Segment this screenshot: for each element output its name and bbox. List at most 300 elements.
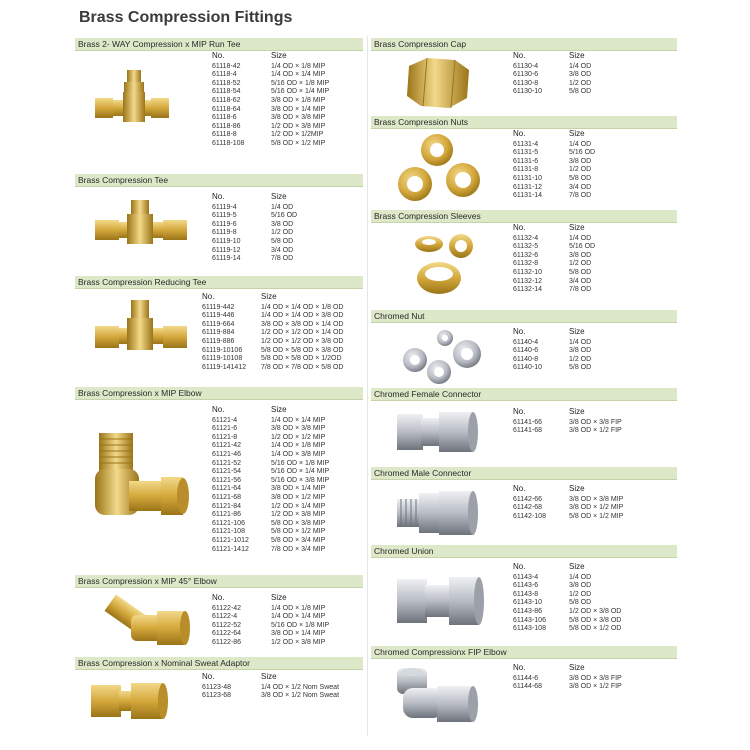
no-header: No. (212, 51, 225, 60)
part-number: 61119-442 (202, 303, 235, 311)
table-row (212, 468, 329, 477)
section-title: Brass Compression Sleeves (371, 210, 677, 223)
run-tee-icon (93, 68, 173, 143)
table-row (202, 338, 343, 347)
spec-table (513, 130, 595, 201)
part-number: 61122-4 (212, 613, 238, 621)
table-row (513, 269, 595, 278)
part-size: 3/8 OD × 1/4 MIP (271, 485, 326, 493)
table-row (212, 520, 329, 529)
part-number: 61119-886 (202, 337, 235, 345)
part-number: 61143-86 (513, 607, 543, 615)
section-nuts (371, 116, 677, 208)
section-title: Chromed Nut (371, 310, 677, 323)
section-fip-elbow (371, 646, 677, 730)
table-row (513, 427, 622, 436)
part-number: 61131-14 (513, 192, 543, 200)
part-size: 5/16 OD (569, 243, 596, 251)
no-header: No. (212, 192, 225, 201)
table-row (202, 329, 343, 338)
part-number: 61118-108 (212, 139, 245, 147)
section-title: Chromed Female Connector (371, 388, 677, 401)
part-size: 1/2 OD (569, 355, 592, 363)
table-row (212, 537, 329, 546)
part-size: 3/8 OD × 3/8 FIP (569, 674, 622, 682)
table-row (212, 630, 329, 639)
column-divider (367, 36, 368, 736)
table-row (513, 158, 595, 167)
part-size: 3/8 OD (569, 251, 592, 259)
table-row (212, 503, 329, 512)
part-size: 7/8 OD (271, 255, 294, 263)
table-row (212, 221, 297, 230)
part-size: 3/8 OD × 1/2 FIP (569, 683, 622, 691)
part-size: 1/4 OD × 1/8 MIP (271, 62, 326, 70)
no-header: No. (202, 672, 215, 681)
spec-table (212, 594, 329, 648)
part-number: 61140-8 (513, 355, 539, 363)
part-size: 1/2 OD × 1/4 MIP (271, 502, 326, 510)
size-header: Size (569, 327, 585, 336)
part-number: 61118-42 (212, 62, 241, 70)
size-header: Size (569, 51, 585, 60)
part-number: 61142-66 (513, 495, 543, 503)
part-size: 3/8 OD × 3/8 MIP (271, 425, 326, 433)
table-row (513, 149, 595, 158)
part-size: 5/8 OD × 5/8 OD × 1/2OD (261, 355, 342, 363)
no-header: No. (513, 223, 526, 232)
part-size: 1/4 OD (271, 203, 294, 211)
part-size: 5/8 OD × 1/2 MIP (271, 139, 326, 147)
part-size: 3/8 OD × 3/8 MIP (569, 495, 624, 503)
part-size: 5/16 OD × 1/4 MIP (271, 468, 330, 476)
part-number: 61130-8 (513, 79, 539, 87)
part-number: 61121-54 (212, 468, 242, 476)
section-title: Brass Compression x MIP 45° Elbow (75, 575, 363, 588)
table-row (513, 141, 595, 150)
part-number: 61132-4 (513, 234, 539, 242)
elbow-45-icon (103, 595, 193, 656)
part-number: 61121-64 (212, 485, 242, 493)
section-title: Brass Compression Cap (371, 38, 677, 51)
table-row (513, 71, 591, 80)
part-size: 5/16 OD × 1/8 MIP (271, 459, 330, 467)
table-row (513, 175, 595, 184)
table-row (513, 496, 623, 505)
part-size: 3/8 OD × 3/8 OD × 1/4 OD (261, 320, 344, 328)
table-row (202, 692, 339, 701)
part-size: 3/4 OD (569, 277, 592, 285)
part-number: 61131-12 (513, 183, 543, 191)
table-row (513, 88, 591, 97)
no-header: No. (513, 663, 526, 672)
table-row (513, 617, 621, 626)
spec-table (202, 673, 339, 701)
table-row (202, 684, 339, 693)
part-size: 5/8 OD × 1/2 MIP (271, 528, 326, 536)
table-row (212, 511, 329, 520)
part-size: 1/2 OD × 3/8 MIP (271, 122, 326, 130)
section-45-elbow (75, 575, 363, 655)
part-size: 5/16 OD (271, 212, 298, 220)
part-number: 61141-66 (513, 418, 543, 426)
part-number: 61130-6 (513, 71, 539, 79)
section-sweat-adaptor (75, 657, 363, 727)
section-run-tee (75, 38, 363, 172)
part-size: 1/4 OD × 1/4 MIP (271, 416, 326, 424)
spec-table (513, 328, 591, 373)
section-chromed-nut (371, 310, 677, 388)
part-size: 1/2 OD (569, 590, 592, 598)
part-number: 61132-5 (513, 243, 539, 251)
table-row (202, 321, 343, 330)
part-size: 5/16 OD × 3/8 MIP (271, 476, 330, 484)
union-icon (395, 571, 485, 636)
part-number: 61144-6 (513, 674, 539, 682)
chrome-nut-icon (401, 328, 485, 391)
table-row (212, 417, 329, 426)
table-row (212, 494, 329, 503)
table-row (513, 599, 621, 608)
tee-icon (93, 198, 189, 257)
part-size: 1/4 OD (569, 140, 592, 148)
part-number: 61118-4 (212, 71, 237, 79)
part-size: 1/4 OD × 1/8 MIP (271, 442, 326, 450)
table-row (202, 304, 343, 313)
section-title: Chromed Compressionx FIP Elbow (371, 646, 677, 659)
part-size: 1/2 OD (569, 260, 592, 268)
part-size: 3/8 OD (569, 71, 592, 79)
section-female-connector (371, 388, 677, 466)
size-header: Size (271, 405, 287, 414)
part-number: 61121-8 (212, 433, 238, 441)
part-number: 61132-10 (513, 268, 543, 276)
table-row (212, 97, 329, 106)
table-row (513, 80, 591, 89)
no-header: No. (212, 405, 225, 414)
size-header: Size (261, 292, 277, 301)
part-number: 61118-64 (212, 105, 241, 113)
part-number: 61131-5 (513, 149, 539, 157)
part-size: 3/8 OD × 1/4 MIP (271, 630, 326, 638)
part-number: 61118-52 (212, 79, 241, 87)
table-row (202, 312, 343, 321)
table-row (212, 528, 329, 537)
nuts-icon (395, 132, 485, 211)
part-number: 61143-4 (513, 573, 539, 581)
part-number: 61121-56 (212, 476, 242, 484)
part-number: 61121-46 (212, 450, 242, 458)
table-row (513, 347, 591, 356)
part-size: 3/8 OD × 1/4 MIP (271, 105, 326, 113)
part-number: 61131-10 (513, 174, 543, 182)
part-size: 5/16 OD (569, 149, 596, 157)
table-row (212, 114, 329, 123)
part-size: 1/2 OD (569, 79, 592, 87)
sleeves-icon (405, 228, 481, 305)
part-number: 61143-6 (513, 582, 539, 590)
table-row (513, 364, 591, 373)
part-size: 5/8 OD (271, 237, 294, 245)
part-size: 1/4 OD × 1/4 MIP (271, 613, 326, 621)
part-number: 61119-8 (212, 229, 237, 237)
section-tee (75, 174, 363, 274)
part-size: 1/2 OD × 3/8 OD (569, 607, 622, 615)
table-row (212, 639, 329, 648)
part-size: 7/8 OD × 7/8 OD × 5/8 OD (261, 363, 344, 371)
part-number: 61130-10 (513, 88, 543, 96)
part-number: 61142-68 (513, 504, 543, 512)
part-size: 3/8 OD × 1/2 MIP (271, 493, 326, 501)
part-number: 61119-10106 (202, 346, 243, 354)
part-number: 61132-8 (513, 260, 539, 268)
table-row (212, 442, 329, 451)
table-row (513, 184, 595, 193)
table-row (212, 255, 297, 264)
part-size: 3/8 OD (569, 347, 592, 355)
part-number: 61119-446 (202, 312, 235, 320)
section-title: Chromed Union (371, 545, 677, 558)
part-size: 1/4 OD (569, 234, 592, 242)
spec-table (513, 664, 622, 692)
table-row (212, 212, 297, 221)
part-number: 61142-108 (513, 512, 546, 520)
size-header: Size (569, 663, 585, 672)
part-size: 5/8 OD × 3/8 MIP (271, 519, 326, 527)
part-size: 1/4 OD × 1/4 MIP (271, 71, 326, 79)
section-title: Chromed Male Connector (371, 467, 677, 480)
spec-table (212, 193, 297, 264)
table-row (212, 123, 329, 132)
table-row (212, 451, 329, 460)
part-size: 1/4 OD (569, 62, 592, 70)
no-header: No. (202, 292, 215, 301)
part-number: 61119-12 (212, 246, 241, 254)
part-size: 3/8 OD × 1/2 FIP (569, 427, 622, 435)
table-row (202, 364, 343, 373)
part-size: 5/16 OD × 1/8 MIP (271, 621, 330, 629)
table-row (212, 546, 329, 555)
part-number: 61141-68 (513, 427, 543, 435)
part-number: 61121-42 (212, 442, 242, 450)
table-row (513, 192, 595, 201)
part-number: 61121-108 (212, 528, 245, 536)
spec-table (212, 52, 329, 149)
no-header: No. (513, 51, 526, 60)
part-number: 61118-6 (212, 114, 237, 122)
part-number: 61122-52 (212, 621, 242, 629)
part-size: 5/8 OD (569, 88, 592, 96)
cap-icon (401, 56, 475, 115)
part-size: 1/2 OD × 1/2MIP (271, 131, 324, 139)
size-header: Size (569, 562, 585, 571)
part-size: 3/8 OD (569, 157, 592, 165)
section-cap (371, 38, 677, 114)
male-connector-icon (395, 487, 481, 544)
table-row (212, 613, 329, 622)
part-size: 3/8 OD × 1/2 Nom Sweat (261, 692, 340, 700)
table-row (202, 347, 343, 356)
part-number: 61119-10108 (202, 355, 243, 363)
part-size: 3/4 OD (569, 183, 592, 191)
part-number: 61132-6 (513, 251, 539, 259)
part-number: 61121-52 (212, 459, 242, 467)
spec-table (212, 406, 329, 554)
part-size: 5/8 OD (569, 364, 592, 372)
part-number: 61119-4 (212, 203, 237, 211)
section-reducing-tee (75, 276, 363, 384)
no-header: No. (513, 407, 526, 416)
reducing-tee-icon (93, 298, 189, 367)
table-row (212, 605, 329, 614)
table-row (513, 243, 595, 252)
part-size: 3/4 OD (271, 246, 294, 254)
part-number: 61118-8 (212, 131, 237, 139)
table-row (212, 229, 297, 238)
size-header: Size (271, 593, 287, 602)
part-size: 1/4 OD (569, 338, 592, 346)
part-number: 61131-6 (513, 157, 539, 165)
table-row (212, 460, 329, 469)
part-size: 1/2 OD × 3/8 MIP (271, 638, 326, 646)
part-size: 7/8 OD (569, 286, 592, 294)
part-size: 1/2 OD × 1/2 OD × 3/8 OD (261, 337, 344, 345)
table-row (513, 235, 595, 244)
part-number: 61131-8 (513, 166, 539, 174)
table-row (513, 286, 595, 295)
section-male-connector (371, 467, 677, 545)
table-row (513, 582, 621, 591)
female-connector-icon (395, 408, 481, 463)
table-row (212, 434, 329, 443)
part-number: 61121-84 (212, 502, 242, 510)
size-header: Size (261, 672, 277, 681)
no-header: No. (513, 562, 526, 571)
table-row (513, 591, 621, 600)
table-row (212, 80, 329, 89)
spec-table (202, 293, 343, 372)
part-number: 61121-1012 (212, 536, 249, 544)
part-size: 3/8 OD × 3/8 FIP (569, 418, 622, 426)
elbow-icon (89, 429, 199, 534)
section-title: Brass Compression Nuts (371, 116, 677, 129)
part-size: 1/2 OD × 1/2 OD × 1/4 OD (261, 329, 344, 337)
table-row (513, 252, 595, 261)
part-size: 3/8 OD (271, 220, 294, 228)
no-header: No. (513, 327, 526, 336)
section-sleeves (371, 210, 677, 308)
part-number: 61143-108 (513, 625, 546, 633)
table-row (212, 247, 297, 256)
part-size: 1/4 OD × 3/8 MIP (271, 450, 326, 458)
part-number: 61121-4 (212, 416, 238, 424)
part-number: 61143-8 (513, 590, 539, 598)
part-number: 61119-141412 (202, 363, 247, 371)
part-size: 1/4 OD × 1/4 OD × 1/8 OD (261, 303, 344, 311)
size-header: Size (569, 484, 585, 493)
fip-elbow-icon (393, 666, 483, 731)
size-header: Size (569, 223, 585, 232)
part-number: 61122-86 (212, 638, 242, 646)
part-size: 5/8 OD × 5/8 OD × 3/8 OD (261, 346, 344, 354)
table-row (212, 238, 297, 247)
spec-table (513, 563, 621, 634)
part-number: 61122-64 (212, 630, 242, 638)
spec-table (513, 224, 595, 295)
part-number: 61123-48 (202, 683, 232, 691)
section-title: Brass Compression Reducing Tee (75, 276, 363, 289)
table-row (212, 140, 329, 149)
part-number: 61132-14 (513, 286, 543, 294)
table-row (513, 608, 621, 617)
part-number: 61121-1412 (212, 545, 249, 553)
part-number: 61119-14 (212, 255, 241, 263)
section-title: Brass Compression x Nominal Sweat Adaptor (75, 657, 363, 670)
part-number: 61140-6 (513, 347, 539, 355)
part-number: 61132-12 (513, 277, 543, 285)
part-number: 61121-106 (212, 519, 245, 527)
part-number: 61130-4 (513, 62, 539, 70)
table-row (212, 622, 329, 631)
table-row (513, 513, 623, 522)
part-size: 5/8 OD × 3/8 OD (569, 616, 622, 624)
section-union (371, 545, 677, 645)
table-row (212, 88, 329, 97)
table-row (513, 675, 622, 684)
part-number: 61123-68 (202, 692, 232, 700)
spec-table (513, 485, 623, 521)
table-row (212, 63, 329, 72)
part-size: 3/8 OD × 1/8 MIP (271, 96, 326, 104)
part-number: 61119-6 (212, 220, 237, 228)
part-size: 5/8 OD (569, 268, 592, 276)
size-header: Size (569, 407, 585, 416)
table-row (212, 71, 329, 80)
spec-table (513, 52, 591, 97)
part-size: 5/8 OD × 1/2 OD (569, 625, 622, 633)
part-size: 5/16 OD × 1/4 MIP (271, 88, 330, 96)
table-row (513, 278, 595, 287)
part-size: 1/4 OD × 1/2 Nom Sweat (261, 683, 340, 691)
no-header: No. (513, 129, 526, 138)
size-header: Size (271, 51, 287, 60)
table-row (513, 683, 622, 692)
part-size: 1/2 OD (569, 166, 592, 174)
part-number: 61119-664 (202, 320, 235, 328)
part-number: 61119-10 (212, 237, 241, 245)
part-number: 61140-4 (513, 338, 539, 346)
part-number: 61140-10 (513, 364, 543, 372)
part-number: 61118-86 (212, 122, 241, 130)
part-number: 61121-86 (212, 511, 242, 519)
no-header: No. (212, 593, 225, 602)
part-number: 61144-68 (513, 683, 543, 691)
section-title: Brass 2- WAY Compression x MIP Run Tee (75, 38, 363, 51)
part-size: 1/4 OD × 1/4 OD × 3/8 OD (261, 312, 344, 320)
sweat-adaptor-icon (89, 679, 169, 728)
part-number: 61118-62 (212, 96, 241, 104)
table-row (202, 355, 343, 364)
table-row (212, 477, 329, 486)
part-number: 61121-6 (212, 425, 238, 433)
part-size: 1/4 OD × 1/8 MIP (271, 604, 326, 612)
size-header: Size (271, 192, 287, 201)
size-header: Size (569, 129, 585, 138)
part-size: 1/2 OD × 1/2 MIP (271, 433, 326, 441)
part-size: 1/4 OD (569, 573, 592, 581)
part-number: 61143-10 (513, 599, 543, 607)
table-row (513, 574, 621, 583)
